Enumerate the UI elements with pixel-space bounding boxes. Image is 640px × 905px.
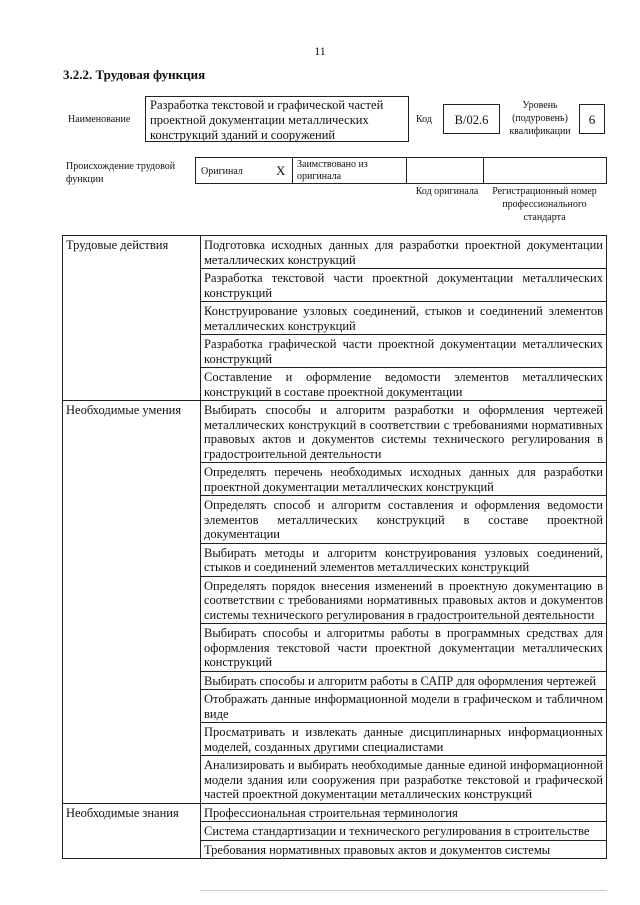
- page-edge-line: [200, 890, 607, 891]
- table-cell: Выбирать способы и алгоритмы работы в программных средствах для оформления текстовой части проектной документации металлических конструкций: [201, 624, 607, 672]
- table-cell: Требования нормативных правовых актов и документов системы: [201, 840, 607, 859]
- original-mark: X: [276, 163, 286, 178]
- skills-table: [62, 235, 607, 859]
- original-code-label: Код оригинала: [415, 186, 479, 197]
- table-cell: Выбирать способы и алгоритм работы в САПР для оформления чертежей: [201, 671, 607, 690]
- origin-row: [195, 157, 607, 184]
- name-label: Наименование: [68, 114, 131, 125]
- table-cell: Отображать данные информационной модели в графическом и табличном виде: [201, 690, 607, 723]
- table-cell: Разработка текстовой части проектной документации металлических конструкций: [201, 269, 607, 302]
- table-cell: Определять способ и алгоритм составления и оформления ведомости элементов металлических конструкций в составе проектной документации: [201, 496, 607, 544]
- table-row: [63, 803, 607, 822]
- category-cell: Необходимые знания: [63, 803, 201, 859]
- table-cell: Конструирование узловых соединений, стыков и соединений элементов металлических конструкций: [201, 302, 607, 335]
- table-cell: Составление и оформление ведомости элементов металлических конструкций в составе проектной документации: [201, 368, 607, 401]
- code-label: Код: [416, 114, 432, 125]
- table-cell: Выбирать способы и алгоритм разработки и оформления чертежей металлических конструкций в соответствии с требованиями нормативных правовых актов и документов системы технического регулирования в градостроительной деятельности: [201, 401, 607, 463]
- category-cell: Трудовые действия: [63, 236, 201, 401]
- level-value-box: 6: [579, 104, 605, 134]
- table-cell: Выбирать методы и алгоритм конструирования узловых соединений, стыков и соединений элементов металлических конструкций: [201, 543, 607, 576]
- origin-label: Происхождение трудовой функции: [66, 161, 176, 185]
- table-row: [63, 236, 607, 269]
- function-code-box: B/02.6: [443, 104, 500, 134]
- table-cell: Профессиональная строительная терминология: [201, 803, 607, 822]
- table-cell: Определять порядок внесения изменений в проектную документацию в соответствии с требованиями нормативных правовых актов и документов системы технического регулирования в градостроительной деятельности: [201, 576, 607, 624]
- category-cell: Необходимые умения: [63, 401, 201, 804]
- divider: [292, 158, 293, 183]
- divider: [483, 158, 484, 183]
- table-row: [63, 401, 607, 463]
- level-label: Уровень (подуровень) квалификации: [509, 100, 571, 137]
- page-number: 11: [314, 44, 326, 58]
- table-cell: Разработка графической части проектной документации металлических конструкций: [201, 335, 607, 368]
- table-cell: Анализировать и выбирать необходимые данные единой информационной модели здания или сооружения при разработке текстовой и графической частей проектной документации металлических конструкций: [201, 756, 607, 804]
- borrowed-label: Заимствовано из оригинала: [297, 159, 368, 182]
- function-name-box: Разработка текстовой и графической частей проектной документации металлических конструкций зданий и сооружений: [145, 96, 409, 142]
- table-cell: Просматривать и извлекать данные дисциплинарных информационных моделей, созданных другими специалистами: [201, 723, 607, 756]
- table-cell: Определять перечень необходимых исходных данных для разработки проектной документации металлических конструкций: [201, 463, 607, 496]
- divider: [406, 158, 407, 183]
- registration-number-label: Регистрационный номер профессионального стандарта: [492, 186, 597, 223]
- table-cell: Система стандартизации и технического регулирования в строительстве: [201, 822, 607, 841]
- table-cell: Подготовка исходных данных для разработки проектной документации металлических конструкций: [201, 236, 607, 269]
- section-title: 3.2.2. Трудовая функция: [63, 67, 206, 82]
- original-label: Оригинал: [201, 166, 243, 177]
